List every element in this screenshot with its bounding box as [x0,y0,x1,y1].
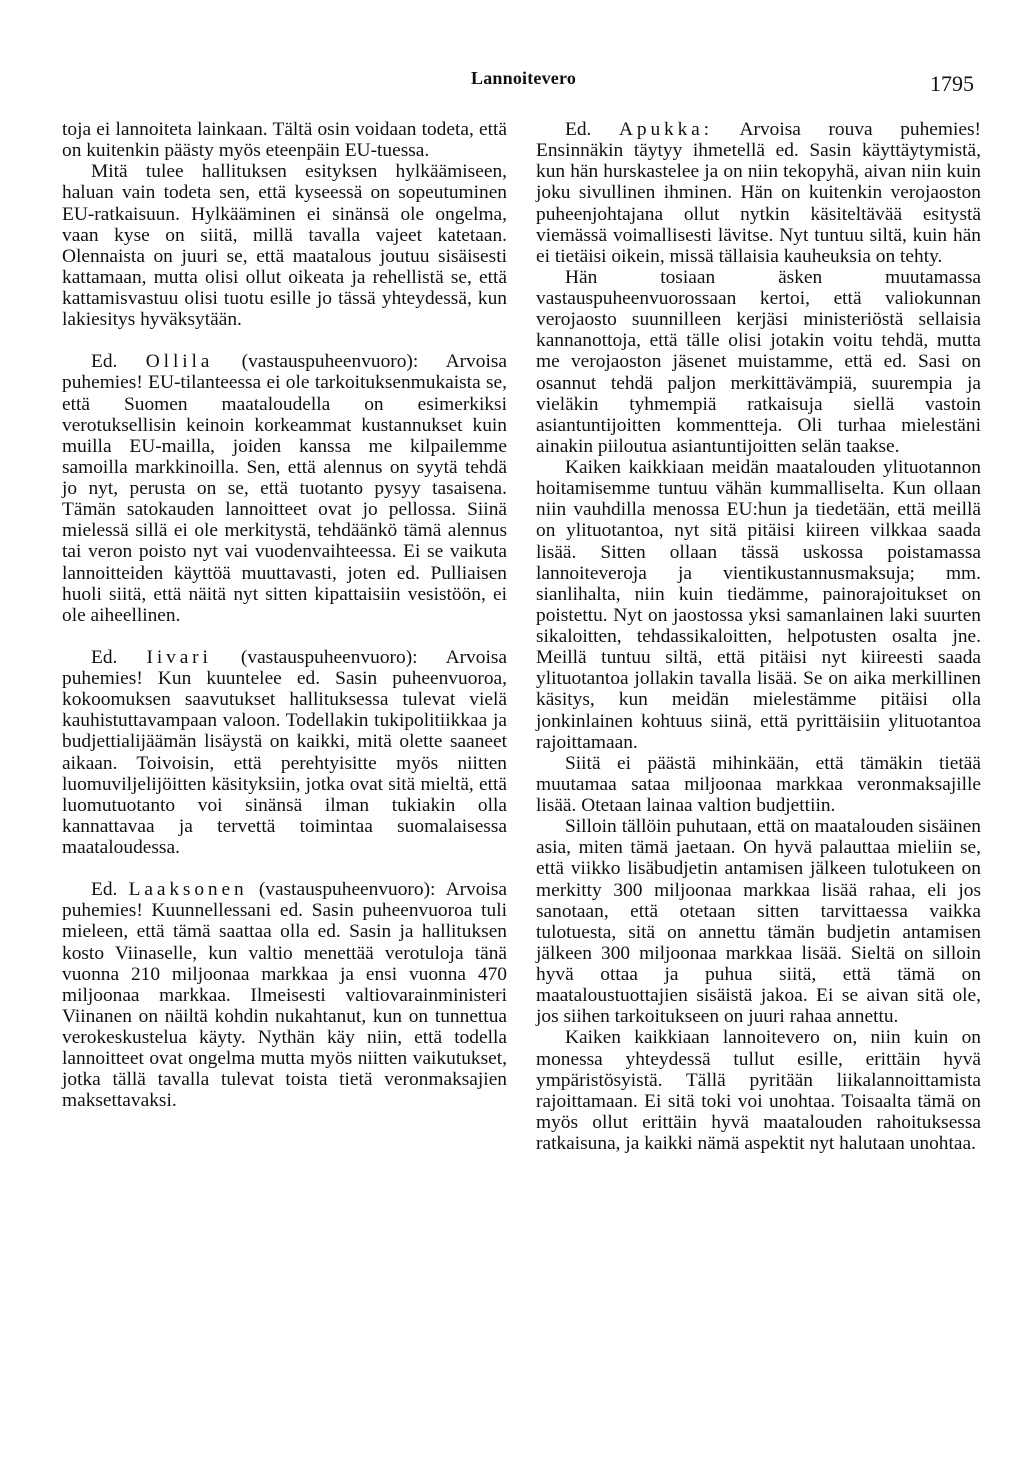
speaker-name: Iivari [146,646,212,668]
paragraph: Kaiken kaikkiaan lannoitevero on, niin kuin on monessa yhteydessä tullut esille, erittäin hyvä ympäristösyistä. Tällä pyritään liikalannoittamista rajoittamaan. Ei sitä toki voi unohtaa. Toisaalta tämä on myös ollut erittäin hyvä maatalouden rahoituksessa ratkaisuna, ja kaikki nämä aspektit nyt halutaan unohtaa. [536,1027,981,1154]
paragraph: Silloin tällöin puhutaan, että on maatalouden sisäinen asia, miten tämä jaetaan. On hyvä palauttaa mieliin se, että viikko lisäbudjetin antamisen jälkeen tulotukeen on merkitty 300 miljoonaa markkaa lisää rahaa, eli jos sanotaan, että otetaan sitten tarvittaessa vaikka tulotuesta, sitä on annettu tämän budjetin antamisen jälkeen 300 miljoonaa markkaa lisää. Sieltä on silloin hyvä ottaa ja puhua siitä, että tämä on maataloustuottajien sisäistä jakoa. Ei se aivan sitä ole, jos siihen tarkoitukseen on juuri rahaa annettu. [536,816,981,1028]
running-head: Lannoitevero [471,68,577,88]
paragraph: Siitä ei päästä mihinkään, että tämäkin tietää muutamaa sataa miljoonaa markkaa veronmaksajille lisää. Otetaan lainaa valtion budjettiin. [536,752,981,816]
speaker-name: Apukka: [619,119,713,140]
speech-laaksonen [62,879,507,1111]
speaker-prefix: Ed. [565,119,592,140]
speaker-prefix: Ed. [91,879,118,901]
speech-ollila [62,351,507,626]
paragraph: Hän tosiaan äsken muutamassa vastauspuheenvuorossaan kertoi, että valiokunnan verojaosto suunnilleen kerjäsi ministeriöstä sellaisia kannanottoja, että tälle olisi jotakin voitu tehdä, mutta me verojaoston jäsenet muistamme, että ed. Sasi on osannut tehdä paljon merkittävämpiä, suurempia ja vieläkin tyhmempiä ratkaisuja siellä vastoin asiantuntijoitten kommentteja. Oli turhaa mielestäni ainakin piiloutua asiantuntijoitten selän taakse. [536,266,981,457]
paragraph: Mitä tulee hallituksen esityksen hylkäämiseen, haluan vain todeta sen, että kyseessä on sopeutuminen EU-ratkaisuun. Hylkääminen ei sinänsä ole ongelma, vaan kyse on siitä, millä tavalla vajeet katetaan. Olennaista on juuri se, että maatalous joutuu sisäisesti kattamaan, mutta olisi ollut oikeata ja rehellistä se, että kattamisvastuu olisi tuotu esille jo tässä yhteydessä, kun lakiesitys hyväksytään. [62,161,507,331]
speech-apukka [536,119,981,267]
speaker-name: Ollila [145,351,214,373]
speaker-prefix: Ed. [91,646,118,668]
speaker-prefix: Ed. [91,351,118,373]
paragraph: toja ei lannoiteta lainkaan. Tältä osin voidaan todeta, että on kuitenkin päästy myös eteenpäin EU-tuessa. [62,119,507,162]
paragraph: Kaiken kaikkiaan meidän maatalouden ylituotannon hoitamisemme tuntuu vähän kummalliselta. Kun ollaan niin vauhdilla menossa EU:hun ja tiedetään, että meillä on ylituotantoa, nyt sitä pitäisi kiireen vilkkaa saada lisää. Sitten ollaan tässä uskossa poistamassa lannoiteveroja ja vientikustannusmaksuja; mm. sianlihalta, niin kuin tiedämme, painorajoitukset on poistettu. Nyt on jaostossa yksi samanlainen laki suurten sikaloitten, tehdassikaloitten, helpotusten osalta jne. Meillä tuntuu siltä, että pitäisi nyt kiireesti saada ylituotantoa jollakin tavalla lisää. Se on aika merkillinen käsitys, kun meidän mielestämme pitäisi olla jonkinlainen kohtuus siinä, että pyrittäisiin ylituotantoa rajoittamaan. [536,457,981,753]
speech-iivari [62,647,507,858]
speech-text: Arvoisa rouva puhemies! Ensinnäkin täytyy ihmetellä ed. Sasin käyttäytymistä, kun hän hurskastelee ja on niin tekopyhä, aivan niin kuin joku sivullinen ihminen. Hän on kuitenkin verojaoston puheenjohtajana ollut nytkin käsiteltävää esitystä viemässä voimallisesti lävitse. Nyt tuntuu siltä, kuin hän ei tietäisi oikein, missä tällaisia kauheuksia on tehty. [536,119,981,267]
left-column [62,119,507,1112]
speaker-name: Laaksonen [128,879,248,901]
speech-text: (vastauspuheenvuoro): Arvoisa puhemies! Kun kuuntelee ed. Sasin puheenvuoroa, kokoomuksen saavutukset hallituksessa tulevat vielä kauhistuttavampaan valoon. Todellakin tukipolitiikkaa ja budjettialijäämän lisäystä on kaikki, mitä olette saaneet aikaan. Toivoisin, että perehtyisitte myös niitten luomuviljelijöitten käsityksiin, jotka ovat sitä mieltä, että luomutuotanto voi sinänsä ilman tukiakin olla kannattavaa ja tervettä toimintaa suomalaisessa maataloudessa. [62,646,507,858]
page-number: 1795 [930,71,974,96]
right-column [536,119,981,1154]
speech-text: (vastauspuheenvuoro): Arvoisa puhemies! EU-tilanteessa ei ole tarkoituksenmukaista se, että Suomen maataloudella on esimerkiksi verotuksellisin keinoin korkeammat kustannukset kuin muilla EU-mailla, joiden kanssa me kilpailemme samoilla markkinoilla. Sen, että alennus on syytä tehdä jo nyt, perusta on se, että tuotanto pysyy tasaisena. Tämän satokauden lannoitteet ovat jo pellossa. Siinä mielessä sillä ei ole merkitystä, tehdäänkö tämä alennus tai veron poisto nyt vai vuodenvaihteessa. Ei se vaikuta lannoitteiden käyttöä muuttavasti, joten ed. Pulliaisen huoli siitä, että näitä nyt sitten kipattaisiin vesistöön, ei ole aiheellinen. [62,351,507,626]
speech-text: (vastauspuheenvuoro): Arvoisa puhemies! Kuunnellessani ed. Sasin puheenvuoroa tuli mieleen, että tämä saattaa olla ed. Sasin ja hallituksen kosto Viinaselle, kun valtio menettää verotuloja tänä vuonna 210 miljoonaa markkaa ja ensi vuonna 470 miljoonaa markkaa. Ilmeisesti valtiovarainministeri Viinanen on näiltä kohdin nukahtanut, kun on tunnettua verokeskustelua käyty. Nythän käy niin, että todella lannoitteet ovat ongelma mutta myös niitten vaikutukset, jotka tällä tavalla tulevat toista tietä veronmaksajien maksettavaksi. [62,879,507,1112]
